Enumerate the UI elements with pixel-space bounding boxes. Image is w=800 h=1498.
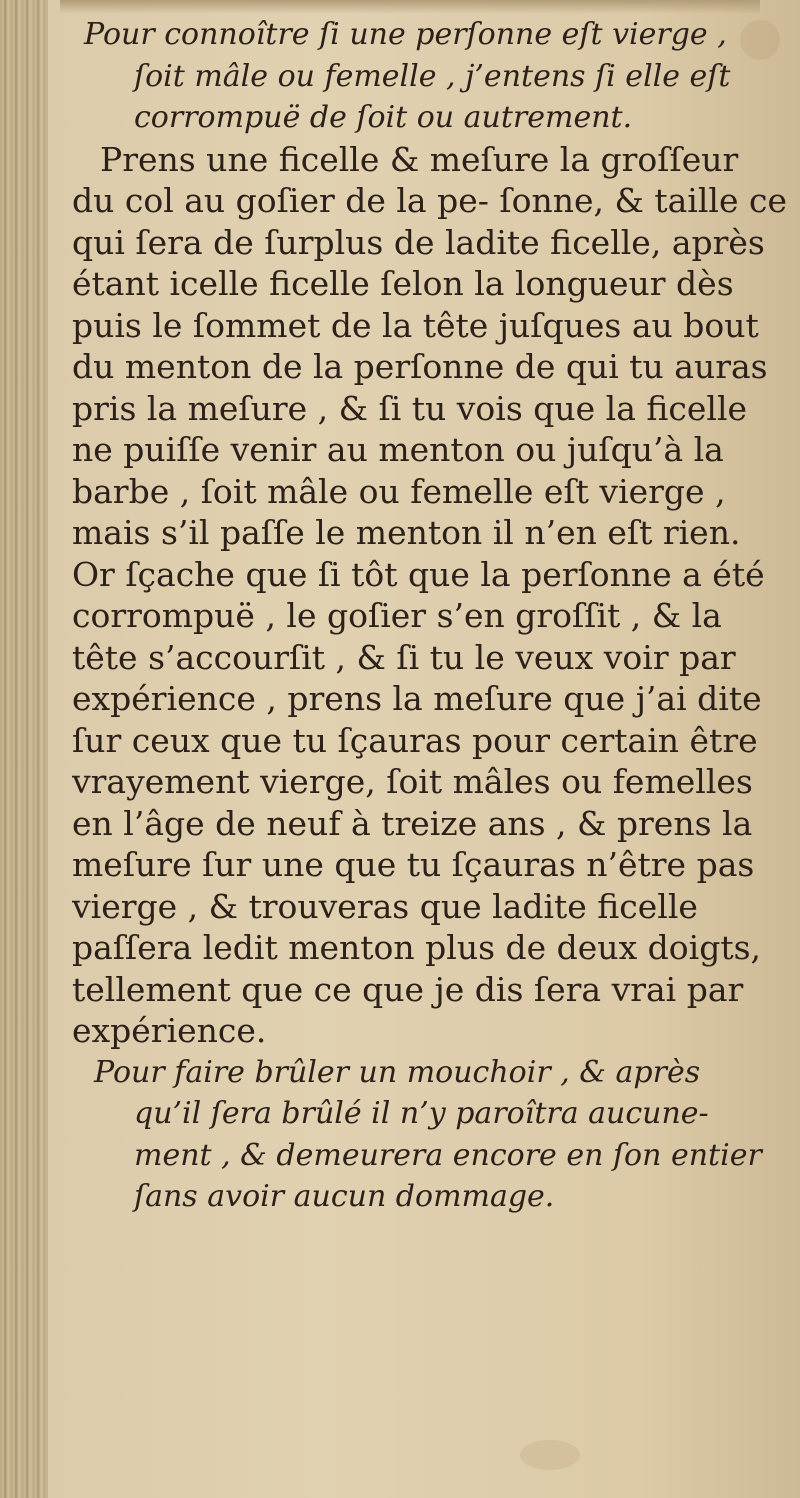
heading-line: Pour faire brûler un mouchoir , & après	[94, 1054, 701, 1090]
paper-stain	[520, 1440, 580, 1470]
text-line: expérience.	[72, 1011, 267, 1050]
text-line: étant icelle ficelle ſelon la longueur dès	[72, 264, 734, 303]
text-line: mais s’il paſſe le menton il n’en eſt rien.	[72, 513, 741, 552]
text-line: tête s’accourſit , & ſi tu le veux voir par	[72, 637, 736, 677]
heading-line: corrompuë de ſoit ou autrement.	[134, 100, 633, 135]
text-line: barbe , ſoit mâle ou femelle eſt vierge ,	[72, 471, 726, 511]
recipe-text	[72, 14, 788, 1218]
heading-line: Pour connoître ſi une perſonne eſt vierge ,	[84, 17, 727, 52]
text-line: tellement que ce que je dis ſera vrai par	[72, 969, 744, 1009]
text-line: du menton de la perſonne de qui tu auras	[72, 347, 768, 386]
text-line: ment , & demeurera encore en ſon entier	[134, 1137, 762, 1173]
text-line: Or ſçache que ſi tôt que la perſonne a été	[72, 554, 765, 594]
text-line: qui ſera de ſurplus de ladite ficelle, après	[72, 222, 765, 262]
text-line: vrayement vierge, ſoit mâles ou femelles	[72, 762, 753, 801]
text-line: du col au goſier de la pe- ſonne, & taille ce	[72, 181, 787, 220]
text-line: en l’âge de neuf à treize ans , & prens la	[72, 803, 753, 843]
text-line: puis le ſommet de la tête juſques au bout	[72, 305, 759, 345]
text-line: expérience , prens la meſure que j’ai dite	[72, 679, 762, 718]
text-line: Prens une ficelle & meſure la groſſeur	[100, 139, 739, 179]
text-line: vierge , & trouveras que ladite ficelle	[72, 886, 698, 926]
top-edge-bleed	[60, 0, 760, 14]
text-line: ne puiſſe venir au menton ou juſqu’à la	[72, 430, 724, 469]
text-line: pris la meſure , & ſi tu vois que la ficelle	[72, 388, 748, 428]
page-gutter	[0, 0, 48, 1498]
text-line: qu’il ſera brûlé il n’y paroîtra aucune-	[134, 1096, 709, 1131]
text-line: corrompuë , le goſier s’en groſſit , & la	[72, 596, 722, 635]
text-line: ſur ceux que tu ſçauras pour certain être	[72, 720, 758, 760]
text-line: ſans avoir aucun dommage.	[134, 1179, 555, 1214]
text-line: meſure ſur une que tu ſçauras n’être pas	[72, 845, 755, 884]
heading-line: ſoit mâle ou femelle , j’entens ſi elle eſt	[134, 58, 731, 94]
text-line: paſſera ledit menton plus de deux doigts,	[72, 928, 762, 967]
